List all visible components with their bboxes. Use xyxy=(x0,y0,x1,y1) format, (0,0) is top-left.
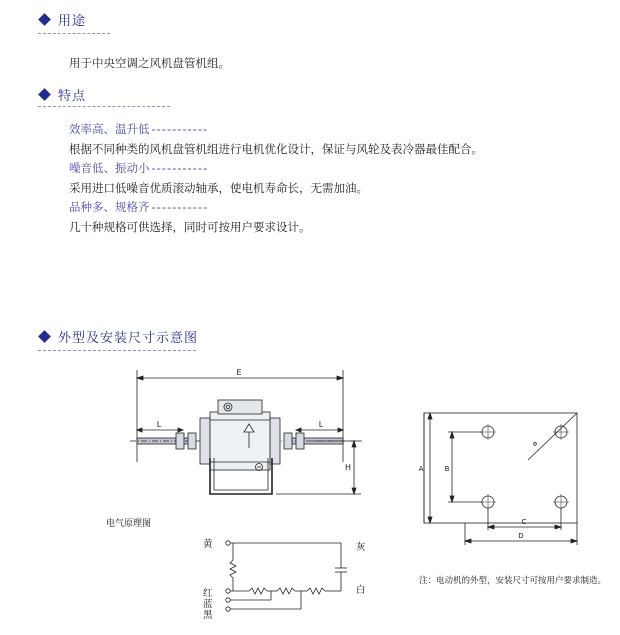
dimensions-title: 外型及安装尺寸示意图 xyxy=(58,331,199,346)
feature-text-3: 几十种规格可供选择，同时可按用户要求设计。 xyxy=(69,220,311,234)
diamond-bullet-icon xyxy=(38,13,51,26)
wire-label-black: 黑 xyxy=(203,610,213,621)
dim-label-l-left: L xyxy=(156,420,162,429)
dim-label-d: D xyxy=(518,532,524,540)
features-title: 特点 xyxy=(58,89,87,104)
feature-text-2: 采用进口低噪音优质滚动轴承，使电机寿命长，无需加油。 xyxy=(69,181,368,195)
feature-heading-3: 品种多、规格齐 ----------- xyxy=(69,200,209,214)
dim-label-e: E xyxy=(236,368,242,377)
wiring-caption: 电气原理图 xyxy=(106,519,152,529)
wire-label-red: 红 xyxy=(203,588,213,599)
wire-label-gray: 灰 xyxy=(356,542,366,553)
usage-section-header xyxy=(38,10,86,29)
dim-label-c: C xyxy=(521,518,527,526)
wiring-diagram xyxy=(215,534,355,624)
dim-label-l-right: L xyxy=(318,420,324,429)
feature-text-1: 根据不同种类的风机盘管机组进行电机优化设计，保证与风轮及表冷器最佳配合。 xyxy=(69,142,483,156)
wire-label-blue: 蓝 xyxy=(203,599,213,610)
dimensions-underline xyxy=(38,350,196,351)
diamond-bullet-icon xyxy=(38,330,51,343)
usage-text: 用于中央空调之风机盘管机组。 xyxy=(69,56,230,70)
dim-label-h: H xyxy=(344,463,352,472)
dim-label-b: B xyxy=(444,465,450,473)
mounting-plate-drawing xyxy=(410,405,590,550)
features-underline xyxy=(38,106,170,107)
feature-heading-1: 效率高、温升低 ----------- xyxy=(69,122,209,136)
diamond-bullet-icon xyxy=(38,88,51,101)
dim-label-phi: Φ xyxy=(532,441,538,448)
dim-label-a: A xyxy=(418,465,424,473)
note-text: 注：电动机的外型，安装尺寸可按用户要求制造。 xyxy=(419,576,607,586)
features-section-header xyxy=(38,85,86,104)
usage-underline xyxy=(38,33,110,34)
wire-label-yellow: 黄 xyxy=(203,539,213,550)
feature-heading-2: 噪音低、振动小 ----------- xyxy=(69,161,209,175)
usage-title: 用途 xyxy=(58,14,87,29)
dimensions-section-header xyxy=(38,327,198,346)
motor-side-view-drawing xyxy=(126,362,366,512)
wire-label-white: 白 xyxy=(356,585,366,596)
